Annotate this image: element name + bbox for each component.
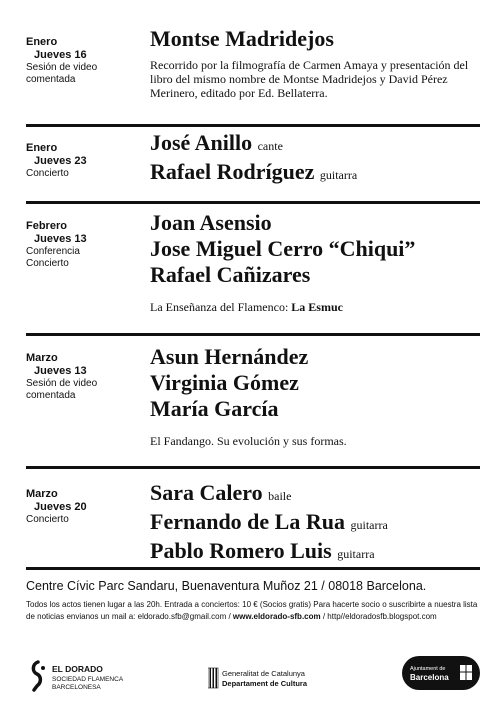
performer-role: baile [268,489,292,503]
barcelona-line1: Ajuntament de [410,666,446,672]
performer-name-text: Sara Calero [150,480,263,505]
performer-name [150,538,480,567]
event-type: comentada [26,74,76,85]
eldorado-line2: BARCELONESA [52,684,101,691]
event-content [150,130,480,188]
event-subtitle: El Fandango. Su evolución y sus formas. [150,434,347,448]
eldorado-mark-icon [33,662,40,690]
performer-role: guitarra [337,547,375,561]
performer-name: Rafael Cañizares [150,262,311,287]
event-type: Concierto [26,514,69,525]
event-content [150,480,480,567]
event-day: Jueves 23 [34,155,87,167]
generalitat-line1: Generalitat de Catalunya [222,669,305,678]
event-day: Jueves 16 [34,49,87,61]
event-subtitle [150,300,480,314]
performer-name: Joan Asensio [150,210,272,235]
eldorado-line1: SOCIEDAD FLAMENCA [52,676,124,683]
generalitat-logo [208,665,328,693]
event-content [150,26,480,100]
event-type: Conferencia [26,246,80,257]
info-line: de noticias envianos un mail a: eldorado.sfb@gmail.com / [26,612,233,621]
event-date [26,142,136,180]
event-month: Febrero [26,220,67,232]
performer-name [150,130,480,159]
event-month: Enero [26,142,58,154]
event-day: Jueves 13 [34,365,87,377]
eldorado-logo [28,660,148,696]
website-link[interactable]: www.eldorado-sfb.com [232,612,321,621]
info-line: Todos los actos tienen lugar a las 20h. Entrada a conciertos: 10 € (Socios gratis) Para hacerte socio o suscribirte a nuestra lista [26,600,478,609]
performer-role: guitarra [350,518,388,532]
event-subtitle-text: La Enseñanza del Flamenco: [150,300,289,314]
event-date [26,488,136,526]
event-date [26,220,136,270]
eldorado-mark-dot [41,666,45,670]
blog-link[interactable]: / http//eldoradosfb.blogspot.com [320,612,437,621]
event-description: Recorrido por la filmografía de Carmen Amaya y presentación del libro del mismo nombre de Montse Madridejos y David Pérez Merinero, editado por Ed. Bellaterra. [150,58,469,100]
event-day: Jueves 13 [34,233,87,245]
barcelona-logo [402,656,480,690]
event-content [150,210,480,314]
event-subtitle-bold: La Esmuc [291,300,343,314]
eldorado-title: EL DORADO [52,664,103,674]
event-content [150,344,480,448]
venue-address: Centre Cívic Parc Sandaru, Buenaventura Muñoz 21 / 08018 Barcelona. [26,579,427,593]
event-type: comentada [26,390,76,401]
divider [26,201,480,204]
event-day: Jueves 20 [34,501,87,513]
performer-role: guitarra [319,168,358,182]
performer-role: cante [257,139,283,153]
event-date [26,352,136,402]
info-text [26,599,486,623]
event-type: Sesión de video [26,378,98,389]
performer-name: Montse Madridejos [150,26,334,51]
performer-name: Jose Miguel Cerro “Chiqui” [150,236,416,261]
performer-name-text: Rafael Rodríguez [150,159,315,184]
performer-name [150,509,480,538]
performer-name: Virginia Gómez [150,370,299,395]
performer-name: María García [150,396,279,421]
event-type: Sesión de video [26,62,98,73]
divider [26,466,480,469]
event-month: Marzo [26,352,58,364]
divider [26,333,480,336]
event-date [26,36,136,86]
performer-name [150,159,480,188]
event-type: Concierto [26,258,69,269]
event-month: Enero [26,36,58,48]
performer-name-text: Fernando de La Rua [150,509,345,534]
generalitat-line2: Departament de Cultura [222,679,308,688]
barcelona-line2: Barcelona [410,673,449,682]
event-type: Concierto [26,168,69,179]
performer-name-text: José Anillo [150,130,253,155]
divider [26,567,480,570]
performer-name [150,480,480,509]
event-month: Marzo [26,488,58,500]
divider [26,124,480,127]
performer-name-text: Pablo Romero Luis [150,538,332,563]
performer-name: Asun Hernández [150,344,309,369]
